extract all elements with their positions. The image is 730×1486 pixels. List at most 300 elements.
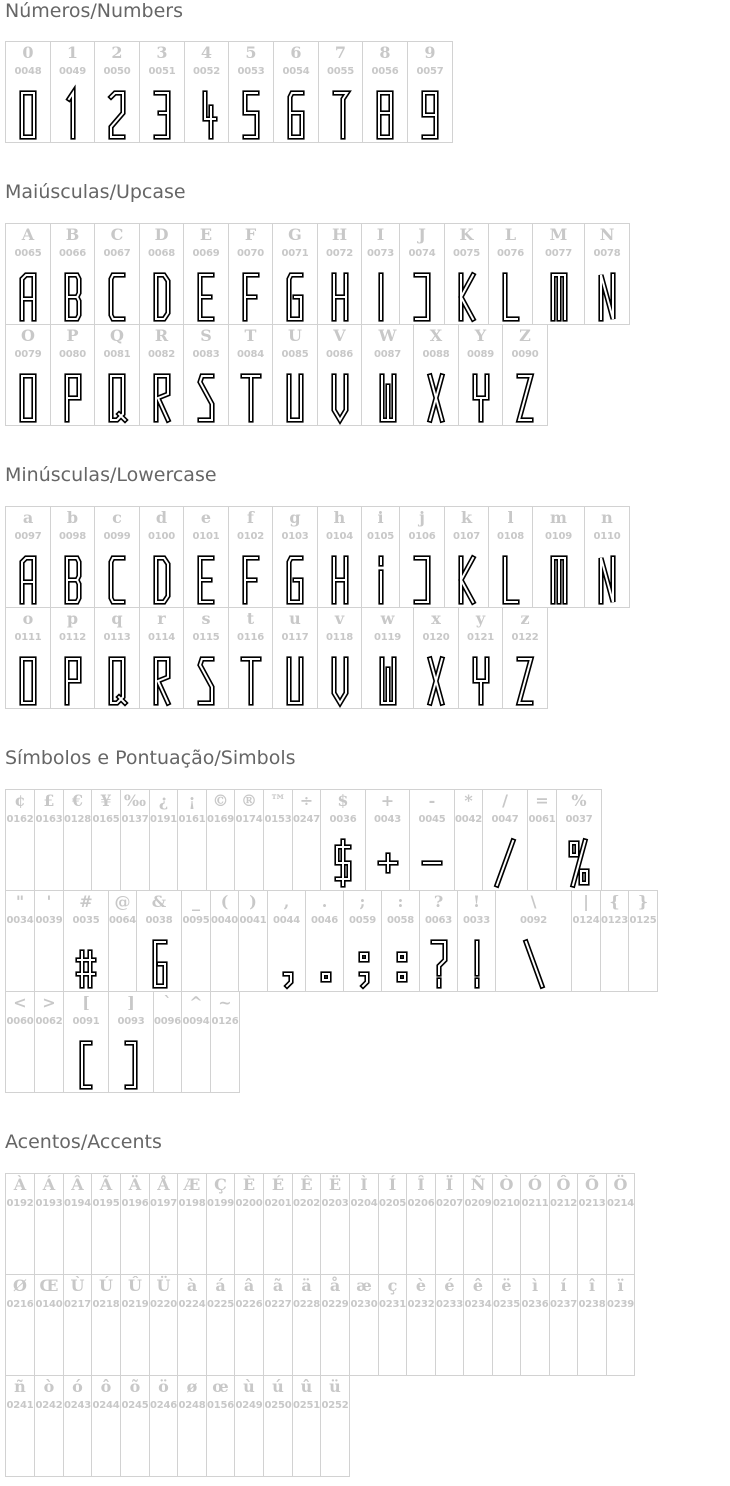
char-label: v [334, 609, 345, 628]
char-label: 2 [111, 43, 123, 62]
char-label: p [66, 609, 79, 628]
char-code: 0057 [416, 66, 444, 77]
char-label: © [212, 791, 229, 810]
glyph-cell [381, 890, 420, 992]
char-label: ë [501, 1276, 512, 1295]
char-label: ¢ [14, 791, 26, 810]
glyph-cell [320, 1173, 350, 1275]
char-code: 0233 [436, 1299, 464, 1310]
glyph-cell [406, 1274, 436, 1376]
char-code: 0079 [14, 349, 42, 360]
char-code: 0056 [371, 66, 399, 77]
glyph-cell [181, 991, 211, 1093]
char-code: 0104 [325, 531, 354, 542]
char-code: 0120 [422, 632, 450, 643]
char-code: 0224 [178, 1299, 206, 1310]
char-code: 0077 [544, 248, 573, 259]
glyph-cell [108, 991, 154, 1093]
glyph-cell [5, 1274, 35, 1376]
glyph-cell [577, 1173, 607, 1275]
glyph-cell [94, 324, 140, 426]
char-label: w [380, 609, 395, 628]
char-label: ì [531, 1276, 539, 1295]
glyph-cell [149, 1173, 178, 1275]
char-code: 0218 [92, 1299, 120, 1310]
char-code: 0200 [235, 1198, 263, 1209]
char-label: Û [128, 1276, 142, 1295]
char-code: 0214 [607, 1198, 635, 1209]
glyph-cell [139, 506, 184, 608]
char-label: a [22, 508, 34, 527]
char-code: 0118 [325, 632, 354, 643]
char-code: 0210 [493, 1198, 521, 1209]
char-code: 0070 [236, 248, 265, 259]
char-label: / [502, 791, 508, 810]
glyph-cell [492, 1274, 521, 1376]
char-label: O [21, 326, 35, 345]
glyph-cell [153, 991, 182, 1093]
char-label: 5 [245, 43, 257, 62]
char-code: 0249 [235, 1400, 263, 1411]
glyph-cell [228, 324, 273, 426]
char-label: & [151, 892, 167, 911]
font-glyph-preview [489, 553, 532, 607]
glyph-cell [149, 789, 178, 891]
char-label: à [186, 1276, 198, 1295]
symbols-row-1 [5, 789, 601, 891]
char-code: 0123 [601, 915, 629, 926]
char-label: n [601, 508, 613, 527]
font-glyph-preview [533, 553, 584, 607]
glyph-cell [228, 607, 273, 709]
char-code: 0231 [379, 1299, 407, 1310]
glyph-cell [272, 506, 318, 608]
char-code: 0052 [192, 66, 221, 77]
char-code: 0073 [366, 248, 395, 259]
section-title-symbols: Símbolos e Pontuação/Simbols [5, 747, 296, 769]
font-glyph-preview [6, 88, 50, 142]
char-code: 0100 [147, 531, 176, 542]
char-label: Q [110, 326, 124, 345]
glyph-cell [320, 1375, 350, 1477]
char-label: 1 [66, 43, 79, 62]
char-label: o [22, 609, 34, 628]
char-code: 0216 [6, 1299, 34, 1310]
char-code: 0122 [511, 632, 539, 643]
glyph-cell [532, 223, 585, 325]
char-code: 0039 [35, 915, 63, 926]
glyph-cell [183, 506, 229, 608]
font-glyph-preview [140, 654, 183, 708]
char-code: 0098 [58, 531, 87, 542]
font-glyph-preview [268, 937, 305, 991]
font-glyph-preview [400, 553, 444, 607]
glyph-cell [120, 1274, 150, 1376]
glyph-cell [263, 789, 293, 891]
char-label: B [65, 225, 80, 244]
char-label: Ã [99, 1175, 113, 1194]
font-glyph-preview [585, 553, 629, 607]
char-label: ï [617, 1276, 624, 1295]
char-code: 0162 [6, 814, 34, 825]
char-label: 9 [424, 43, 436, 62]
glyph-cell [317, 607, 362, 709]
font-glyph-preview [273, 371, 317, 425]
char-code: 0244 [92, 1400, 120, 1411]
glyph-cell [320, 1274, 350, 1376]
glyph-cell [502, 324, 548, 426]
glyph-cell [91, 1173, 121, 1275]
glyph-cell [183, 607, 229, 709]
char-code: 0153 [264, 814, 292, 825]
char-label: ¥ [100, 791, 112, 810]
font-glyph-preview [140, 270, 183, 324]
font-glyph-preview [140, 553, 183, 607]
char-label: Ä [128, 1175, 142, 1194]
char-code: 0088 [422, 349, 450, 360]
glyph-cell [272, 324, 318, 426]
font-glyph-preview [318, 270, 361, 324]
char-code: 0053 [237, 66, 265, 77]
char-label: H [331, 225, 348, 244]
char-label: T [244, 326, 257, 345]
char-label: L [504, 225, 517, 244]
char-code: 0203 [321, 1198, 349, 1209]
char-label: À [13, 1175, 27, 1194]
glyph-cell [91, 789, 121, 891]
glyph-cell [361, 607, 414, 709]
font-glyph-preview [64, 937, 108, 991]
char-code: 0228 [293, 1299, 321, 1310]
char-code: 0251 [293, 1400, 321, 1411]
glyph-cell [34, 991, 64, 1093]
glyph-cell [419, 890, 458, 992]
char-code: 0207 [436, 1198, 464, 1209]
char-code: 0124 [572, 915, 600, 926]
char-label: ò [43, 1377, 55, 1396]
char-code: 0115 [192, 632, 220, 643]
font-glyph-preview [95, 654, 139, 708]
glyph-cell [149, 1274, 178, 1376]
char-code: 0106 [408, 531, 436, 542]
glyph-cell [183, 223, 229, 325]
char-label: 7 [334, 43, 347, 62]
char-label: 3 [156, 43, 168, 62]
char-label: Ô [556, 1175, 571, 1194]
char-code: 0247 [293, 814, 321, 825]
glyph-cell [63, 1375, 92, 1477]
char-code: 0199 [207, 1198, 235, 1209]
glyph-cell [606, 1173, 635, 1275]
font-glyph-preview [95, 270, 139, 324]
char-code: 0217 [64, 1299, 92, 1310]
char-code: 0041 [239, 915, 267, 926]
char-label: m [550, 508, 567, 527]
glyph-cell [63, 1173, 92, 1275]
char-code: 0117 [281, 632, 309, 643]
char-code: 0095 [182, 915, 210, 926]
char-label: # [79, 892, 93, 911]
char-code: 0161 [178, 814, 206, 825]
char-code: 0093 [117, 1016, 145, 1027]
char-label: + [380, 791, 395, 810]
font-glyph-preview [585, 270, 629, 324]
char-code: 0071 [281, 248, 309, 259]
font-glyph-preview [318, 371, 361, 425]
glyph-cell [177, 789, 207, 891]
glyph-cell [210, 890, 239, 992]
char-code: 0089 [466, 349, 495, 360]
char-code: 0137 [121, 814, 149, 825]
lowercase-row-1 [5, 506, 629, 608]
glyph-cell [5, 890, 35, 992]
char-label: [ [82, 993, 90, 1012]
glyph-cell [206, 1274, 235, 1376]
glyph-cell [317, 223, 362, 325]
char-label: Á [42, 1175, 56, 1194]
font-glyph-preview [6, 553, 50, 607]
glyph-cell [378, 1173, 407, 1275]
glyph-cell [457, 890, 496, 992]
glyph-cell [263, 1274, 293, 1376]
char-label: { [609, 892, 620, 911]
char-code: 0192 [6, 1198, 34, 1209]
glyph-cell [365, 789, 410, 891]
char-label: . [321, 892, 328, 911]
glyph-cell [234, 789, 264, 891]
glyph-cell [407, 41, 453, 143]
char-label: M [549, 225, 568, 244]
char-label: Ï [445, 1175, 454, 1194]
glyph-cell [532, 506, 585, 608]
glyph-cell [177, 1274, 207, 1376]
font-glyph-preview [459, 654, 502, 708]
char-code: 0060 [6, 1016, 34, 1027]
lowercase-row-2 [5, 607, 547, 709]
glyph-cell [5, 41, 51, 143]
glyph-cell [94, 223, 140, 325]
font-glyph-preview [319, 88, 362, 142]
char-code: 0119 [373, 632, 402, 643]
char-code: 0202 [293, 1198, 321, 1209]
glyph-cell [228, 223, 273, 325]
glyph-cell [228, 41, 274, 143]
char-label: j [419, 508, 425, 527]
char-code: 0234 [464, 1299, 492, 1310]
char-label: Œ [39, 1276, 59, 1295]
char-label: Æ [183, 1175, 201, 1194]
char-code: 0163 [35, 814, 63, 825]
char-code: 0250 [264, 1400, 292, 1411]
font-glyph-preview [273, 553, 317, 607]
font-glyph-preview [445, 270, 488, 324]
glyph-cell [399, 223, 445, 325]
char-code: 0040 [211, 915, 239, 926]
font-glyph-preview [414, 654, 458, 708]
char-code: 0046 [310, 915, 339, 926]
char-label: Í [388, 1175, 397, 1194]
char-label: å [329, 1276, 341, 1295]
font-glyph-preview [140, 88, 184, 142]
glyph-cell [492, 1173, 521, 1275]
glyph-cell [91, 1375, 121, 1477]
glyph-cell [63, 890, 109, 992]
glyph-cell [292, 1375, 321, 1477]
glyph-cell [577, 1274, 607, 1376]
glyph-cell [458, 607, 503, 709]
char-label: ; [359, 892, 366, 911]
glyph-cell [149, 1375, 178, 1477]
font-glyph-preview [445, 553, 488, 607]
char-code: 0239 [607, 1299, 635, 1310]
glyph-cell [292, 1173, 321, 1275]
char-code: 0174 [235, 814, 263, 825]
glyph-cell [183, 324, 229, 426]
char-code: 0246 [150, 1400, 178, 1411]
char-code: 0237 [550, 1299, 578, 1310]
glyph-cell [50, 41, 95, 143]
glyph-cell [34, 1375, 64, 1477]
char-label: J [418, 225, 426, 244]
char-code: 0194 [64, 1198, 92, 1209]
glyph-cell [139, 607, 184, 709]
char-code: 0213 [578, 1198, 606, 1209]
glyph-cell [206, 1173, 235, 1275]
char-code: 0035 [72, 915, 100, 926]
font-glyph-preview [557, 836, 601, 890]
char-code: 0248 [178, 1400, 206, 1411]
char-label: ¿ [158, 791, 169, 810]
char-label: G [288, 225, 302, 244]
font-glyph-preview [306, 937, 343, 991]
char-label: Ü [156, 1276, 171, 1295]
font-glyph-preview [184, 270, 228, 324]
font-glyph-preview [6, 654, 50, 708]
char-code: 0063 [424, 915, 453, 926]
char-label: € [71, 791, 84, 810]
char-label: h [333, 508, 346, 527]
char-label: 6 [290, 43, 302, 62]
char-label: } [637, 892, 649, 911]
font-glyph-preview [273, 270, 317, 324]
glyph-cell [136, 890, 182, 992]
char-code: 0225 [207, 1299, 235, 1310]
char-code: 0061 [528, 814, 556, 825]
char-code: 0229 [321, 1299, 349, 1310]
glyph-cell [520, 1173, 550, 1275]
font-glyph-preview [366, 836, 409, 890]
glyph-cell [495, 890, 572, 992]
glyph-cell [399, 506, 445, 608]
char-label: * [464, 791, 473, 810]
char-code: 0069 [192, 248, 220, 259]
char-label: Ñ [470, 1175, 486, 1194]
char-label: 4 [200, 43, 213, 62]
char-code: 0114 [147, 632, 176, 643]
char-label: _ [192, 892, 200, 911]
char-code: 0080 [58, 349, 87, 360]
font-glyph-preview [6, 270, 50, 324]
glyph-cell [318, 41, 363, 143]
glyph-cell [34, 1274, 64, 1376]
accents-row-3 [5, 1375, 349, 1477]
font-glyph-preview [362, 371, 413, 425]
char-label: ) [249, 892, 257, 911]
glyph-cell [34, 1173, 64, 1275]
char-label: Ö [613, 1175, 628, 1194]
glyph-cell [273, 41, 319, 143]
glyph-cell [488, 506, 533, 608]
glyph-cell [349, 1173, 379, 1275]
glyph-cell [94, 506, 140, 608]
char-code: 0209 [464, 1198, 492, 1209]
char-label: U [288, 326, 302, 345]
glyph-cell [5, 789, 35, 891]
char-code: 0042 [455, 814, 483, 825]
char-code: 0084 [236, 349, 265, 360]
char-label: R [154, 326, 169, 345]
char-code: 0068 [147, 248, 176, 259]
char-code: 0043 [373, 814, 402, 825]
char-label: D [154, 225, 169, 244]
font-glyph-preview [185, 88, 228, 142]
font-glyph-preview [483, 836, 527, 890]
char-code: 0036 [329, 814, 357, 825]
glyph-cell [50, 506, 95, 608]
glyph-cell [272, 223, 318, 325]
char-label: E [199, 225, 213, 244]
char-code: 0044 [272, 915, 301, 926]
font-glyph-preview [362, 553, 399, 607]
char-code: 0102 [236, 531, 265, 542]
char-label: Y [474, 326, 487, 345]
glyph-cell [184, 41, 229, 143]
char-code: 0072 [325, 248, 354, 259]
char-label: c [112, 508, 122, 527]
char-code: 0103 [281, 531, 309, 542]
char-code: 0110 [593, 531, 621, 542]
char-label: é [444, 1276, 455, 1295]
glyph-cell [272, 607, 318, 709]
font-glyph-preview [363, 88, 407, 142]
char-label: ñ [14, 1377, 26, 1396]
font-glyph-preview [229, 270, 272, 324]
char-code: 0091 [72, 1016, 100, 1027]
glyph-cell [435, 1173, 464, 1275]
char-label: Ë [328, 1175, 342, 1194]
char-label: i [377, 508, 384, 527]
char-label: ÷ [299, 791, 314, 810]
accents-row-1 [5, 1173, 634, 1275]
char-code: 0090 [511, 349, 539, 360]
font-glyph-preview [229, 88, 273, 142]
char-label: â [243, 1276, 255, 1295]
char-code: 0054 [282, 66, 310, 77]
glyph-cell [5, 223, 51, 325]
glyph-cell [139, 41, 185, 143]
char-code: 0111 [14, 632, 42, 643]
char-label: g [289, 508, 301, 527]
accents-row-2 [5, 1274, 634, 1376]
glyph-cell [181, 890, 211, 992]
char-code: 0037 [565, 814, 593, 825]
char-code: 0086 [325, 349, 354, 360]
glyph-cell [108, 890, 137, 992]
glyph-cell [454, 789, 483, 891]
font-glyph-preview [229, 553, 272, 607]
glyph-cell [63, 1274, 92, 1376]
char-code: 0252 [321, 1400, 349, 1411]
